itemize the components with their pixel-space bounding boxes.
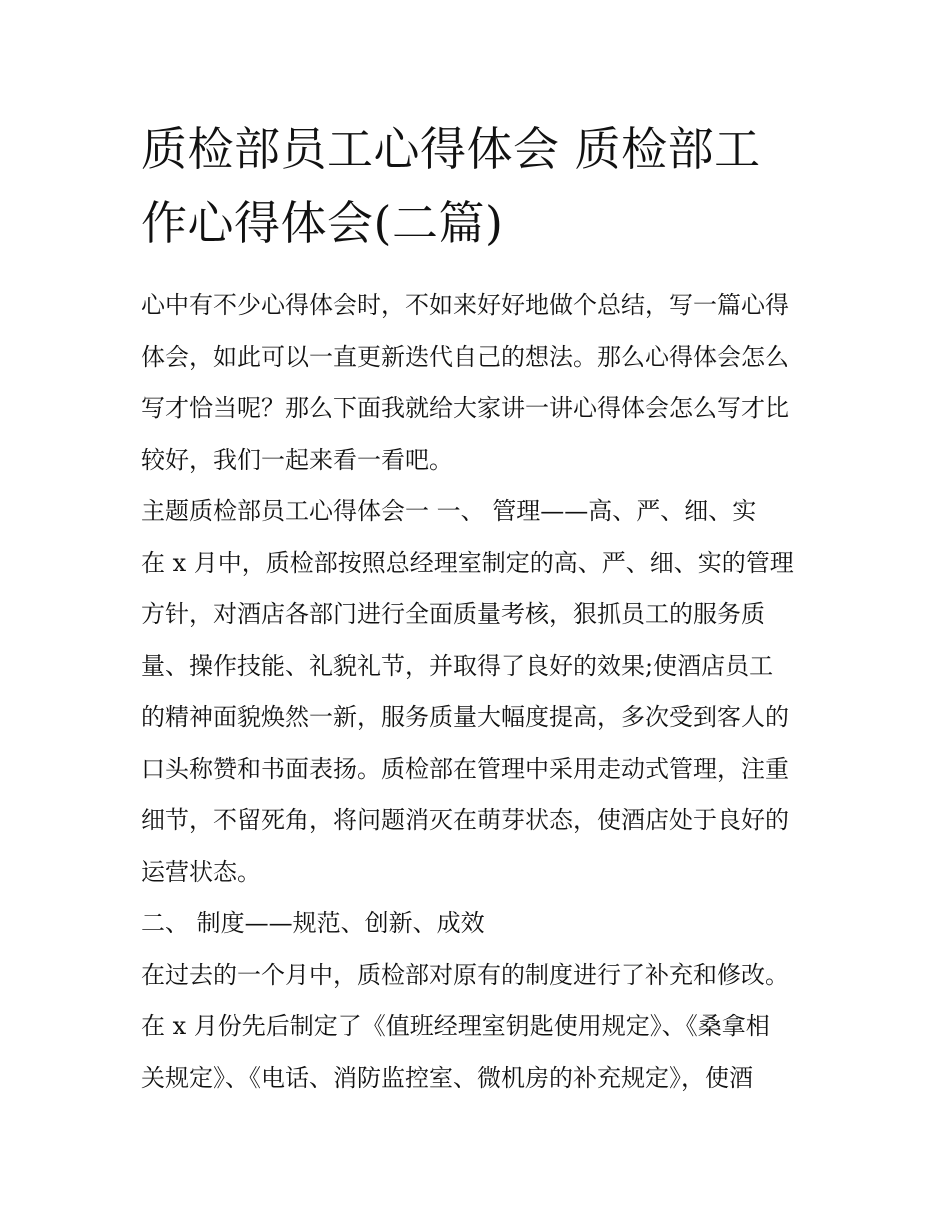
title-line-2: 作心得体会(二篇) bbox=[141, 196, 504, 250]
body-line-7: 方针，对酒店各部门进行全面质量考核，狠抓员工的服务质 bbox=[141, 600, 765, 628]
body-line-13: 二、 制度——规范、创新、成效 bbox=[141, 909, 485, 937]
body-line-14: 在过去的一个月中，质检部对原有的制度进行了补充和修改。 bbox=[141, 960, 789, 989]
body-line-16: 关规定》、《电话、消防监控室、微机房的补充规定》，使酒 bbox=[141, 1063, 753, 1092]
body-line-2: 体会，如此可以一直更新迭代自己的想法。那么心得体会怎么 bbox=[141, 342, 789, 371]
body-line-11: 细节，不留死角，将问题消灭在萌芽状态，使酒店处于良好的 bbox=[141, 806, 789, 834]
body-line-3: 写才恰当呢？那么下面我就给大家讲一讲心得体会怎么写才比 bbox=[141, 394, 789, 422]
body-line-15: 在 x 月份先后制定了《值班经理室钥匙使用规定》、《桑拿相 bbox=[141, 1012, 770, 1040]
document-body bbox=[141, 280, 817, 1104]
body-line-4: 较好，我们一起来看一看吧。 bbox=[141, 445, 453, 474]
body-line-12: 运营状态。 bbox=[141, 857, 261, 886]
body-line-6: 在 x 月中，质检部按照总经理室制定的高、严、细、实的管理 bbox=[141, 548, 794, 577]
body-line-1: 心中有不少心得体会时，不如来好好地做个总结，写一篇心得 bbox=[141, 291, 789, 319]
body-line-8: 量、操作技能、礼貌礼节，并取得了良好的效果;使酒店员工 bbox=[141, 651, 774, 680]
body-line-9: 的精神面貌焕然一新，服务质量大幅度提高，多次受到客人的 bbox=[141, 703, 789, 731]
title-line-1: 质检部员工心得体会 质检部工 bbox=[141, 122, 761, 176]
body-line-10: 口头称赞和书面表扬。质检部在管理中采用走动式管理，注重 bbox=[141, 754, 789, 783]
document-title bbox=[141, 112, 817, 260]
body-line-5: 主题质检部员工心得体会一 一、 管理——高、严、细、实 bbox=[141, 497, 757, 525]
document-content bbox=[141, 112, 817, 1104]
